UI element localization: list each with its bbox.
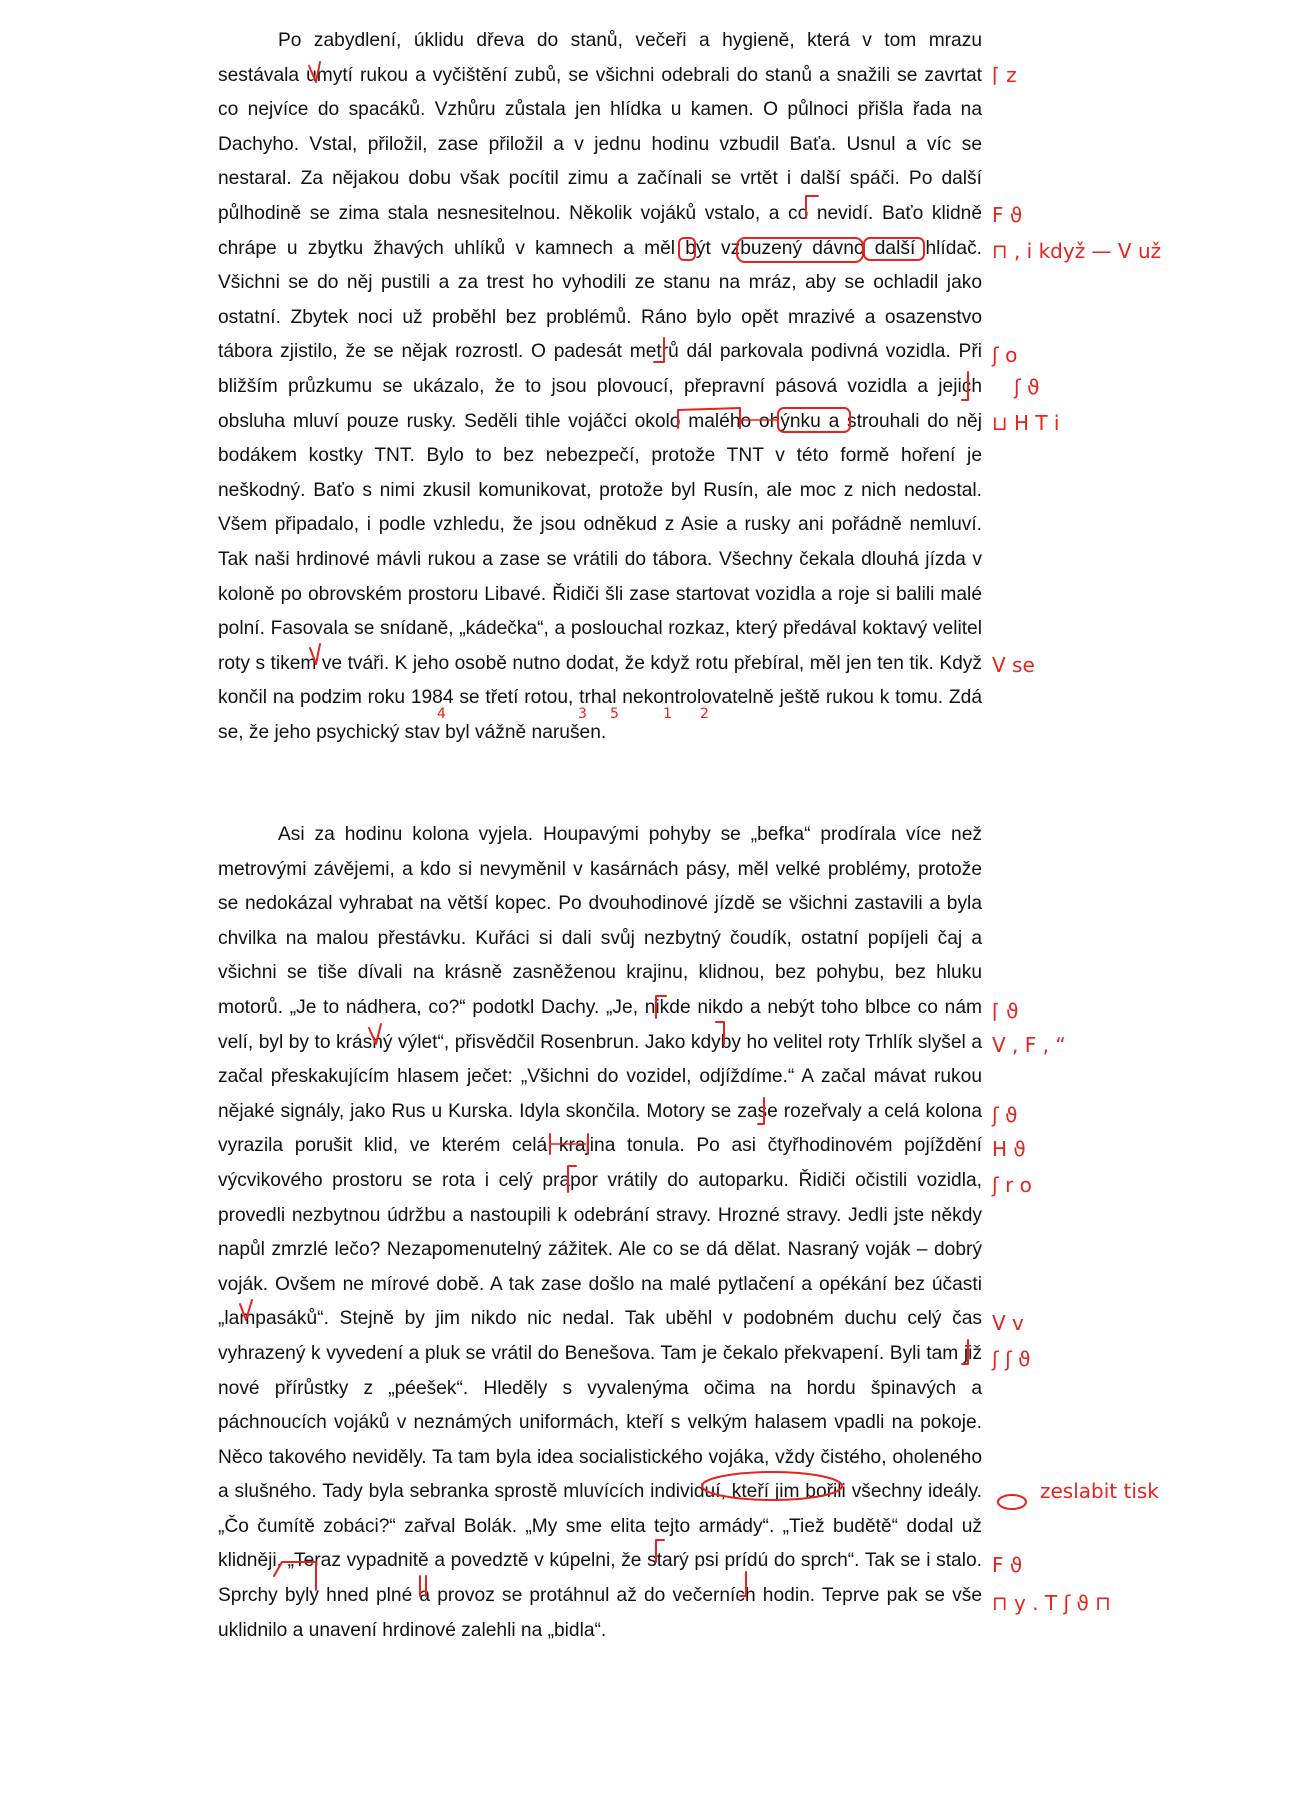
margin-note-7: V se	[992, 653, 1035, 677]
margin-note-3: ⊓ , i když — V už	[992, 239, 1162, 263]
margin-note-11: H ϑ	[992, 1137, 1026, 1161]
margin-note-15: zeslabit tisk	[1040, 1479, 1159, 1503]
paragraph-1: Po zabydlení, úklidu dřeva do stanů, večeři a hygieně, která v tom mrazu sestávala umytí rukou a vyčištění zubů, se všichni odebrali do stanů a snažili se zavrtat co nejvíce do spacáků. Vzhůru zůstala jen hlídka u kamen. O půlnoci přišla řada na Dachyho. Vstal, přiložil, zase přiložil a v jednu hodinu vzbudil Baťa. Usnul a víc se nestaral. Za nějakou dobu však pocítil zimu a začínali se vrtět i další spáči. Po další půlhodině se zima stala nesnesitelnou. Několik vojáků vstalo, a co nevidí. Baťo klidně chrápe u zbytku žhavých uhlíků v kamnech a měl být vzbuzený dávno další hlídač. Všichni se do něj pustili a za trest ho vyhodili ze stanu na mráz, aby se ochladil jako ostatní. Zbytek noci už proběhl bez problémů. Ráno bylo opět mrazivé a osazenstvo tábora zjistilo, že se nějak rozrostl. O padesát metrů dál parkovala podivná vozidla. Při bližším průzkumu se ukázalo, že to jsou plovoucí, přepravní pásová vozidla a jejich obsluha mluví pouze rusky. Seděli tihle vojáčci okolo malého ohýnku a strouhali do něj bodákem kostky TNT. Bylo to bez nebezpečí, protože TNT v této formě hoření je neškodný. Baťo s nimi zkusil komunikovat, protože byl Rusín, ale moc z nich nedostal. Všem připadalo, i podle vzhledu, že jsou odněkud z Asie a rusky ani pořádně nemluví. Tak naši hrdinové mávli rukou a zase se vrátili do tábora. Všechny čekala dlouhá jízda v koloně po obrovském prostoru Libavé. Řidiči šli zase startovat vozidla a roje si balili malé polní. Fasovala se snídaně, „kádečka“, a poslouchal rozkaz, který předával koktavý velitel roty s tikem ve tváři. K jeho osobě nutno dodat, že když rotu přebíral, měl jen ten tik. Když končil na podzim roku 1984 se třetí rotou, trhal nekontrolovatelně ještě rukou k tomu. Zdá se, že jeho psychický stav byl vážně narušen.	[218, 30, 982, 743]
word-box	[778, 408, 850, 432]
insert-caret	[309, 62, 320, 82]
word-box	[864, 238, 924, 260]
word-order-number: 2	[700, 706, 709, 722]
margin-note-17: ⊓ y . T ʃ ϑ ⊓	[992, 1591, 1111, 1615]
box-mark	[678, 408, 740, 428]
paragraph-2: Asi za hodinu kolona vyjela. Houpavými pohyby se „befka“ prodírala více než metrovými závějemi, a kdo si nevyměnil v kasárnách pásy, měl velké problémy, protože se nedokázal vyhrabat na větší kopec. Po dvouhodinové jízdě se všichni zastavili a byla chvilka na malou přestávku. Kuřáci si dali svůj nezbytný čoudík, ostatní popíjeli čaj a všichni se tiše dívali na krásně zasněženou krajinu, klidnou, bez pohybu, bez hluku motorů. „Je to nádhera, co?“ podotkl Dachy. „Je, nikde nikdo a nebýt toho blbce co nám velí, byl by to krásný výlet“, přisvědčil Rosenbrun. Jako kdyby ho velitel roty Trhlík slyšel a začal přeskakujícím hlasem ječet: „Všichni do vozidel, odjíždíme.“ A začal mávat rukou nějaké signály, jako Rus u Kurska. Idyla skončila. Motory se zase rozeřvaly a celá kolona vyrazila porušit klid, ve kterém celá krajina tonula. Po asi čtyřhodinovém pojíždění výcvikového prostoru se rota i celý prapor vrátily do autoparku. Řidiči očistili vozidla, provedli nezbytnou údržbu a nastoupili k odebrání stravy. Hrozné stravy. Jedli jste někdy napůl zmrzlé lečo? Nezapomenutelný zážitek. Ale co se dá dělat. Nasraný voják – dobrý voják. Ovšem ne mírové době. A tak zase došlo na malé pytlačení a opékání bez účasti „lampasáků“. Stejně by jim nikdo nic nedal. Tak uběhl v podobném duchu celý čas vyhrazený k vyvedení a pluk se vrátil do Benešova. Tam je čekalo překvapení. Byli tam již nové přírůstky z „péešek“. Hleděly s vyvalenýma očima na hordu špinavých a páchnoucích vojáků v neznámých uniformách, kteří s velkým halasem vpadli na pokoje. Něco takového neviděly. Ta tam byla idea socialistického vojáka, vždy čistého, oholeného a slušného. Tady byla sebranka sprostě mluvících individuí, kteří jim bořili všechny ideály. „Čo čumítě zobáci?“ zařval Bolák. „My sme elita tejto armády“. „Tiež budětě“ dodal už klidněji. „Teraz vypadnitě a povedztě v kúpelni, že starý psi prídú do sprch“. Tak se i stalo. Sprchy byly hned plné a provoz se protáhnul až do večerních hodin. Teprve pak se vše uklidnilo a unavení hrdinové zalehli na „bidla“.	[218, 824, 982, 1641]
bracket-mark	[654, 338, 664, 362]
margin-note-9: V , F , “	[992, 1033, 1066, 1057]
bracket-mark	[758, 1098, 764, 1124]
margin-note-1: ⌈ z	[992, 63, 1017, 87]
insert-caret	[240, 1300, 252, 1320]
insert-caret	[310, 644, 320, 664]
bracket-mark	[962, 1340, 968, 1364]
bracket-mark	[962, 372, 968, 400]
word-order-number: 5	[610, 706, 619, 722]
margin-note-5: ʃ ϑ	[1014, 375, 1040, 399]
word-order-number: 1	[663, 706, 672, 722]
word-order-number: 3	[578, 706, 587, 722]
margin-note-4: ʃ o	[992, 343, 1018, 367]
margin-note-14: ʃ ʃ ϑ	[992, 1347, 1031, 1371]
margin-note-13: V v	[992, 1311, 1024, 1335]
bracket-mark	[716, 1022, 724, 1044]
word-order-number: 4	[437, 706, 446, 722]
bracket-mark	[656, 1540, 664, 1562]
margin-note-6: ⊔ H T i	[992, 411, 1060, 435]
bracket-mark	[656, 996, 666, 1018]
bracket-mark	[274, 1562, 316, 1590]
circle-mark	[702, 1472, 842, 1500]
margin-note-2: F ϑ	[992, 203, 1023, 227]
word-box	[737, 238, 863, 262]
word-box	[679, 238, 695, 260]
circle-symbol	[998, 1495, 1026, 1509]
margin-note-8: ⌈ ϑ	[992, 999, 1019, 1023]
bracket-mark	[420, 1576, 426, 1596]
margin-note-10: ʃ ϑ	[992, 1103, 1018, 1127]
insert-caret	[369, 1024, 381, 1044]
bracket-mark	[806, 196, 818, 218]
margin-note-12: ʃ r o	[992, 1173, 1032, 1197]
bracket-mark	[740, 1572, 746, 1596]
bracket-mark	[568, 1166, 576, 1192]
margin-note-16: F ϑ	[992, 1553, 1023, 1577]
